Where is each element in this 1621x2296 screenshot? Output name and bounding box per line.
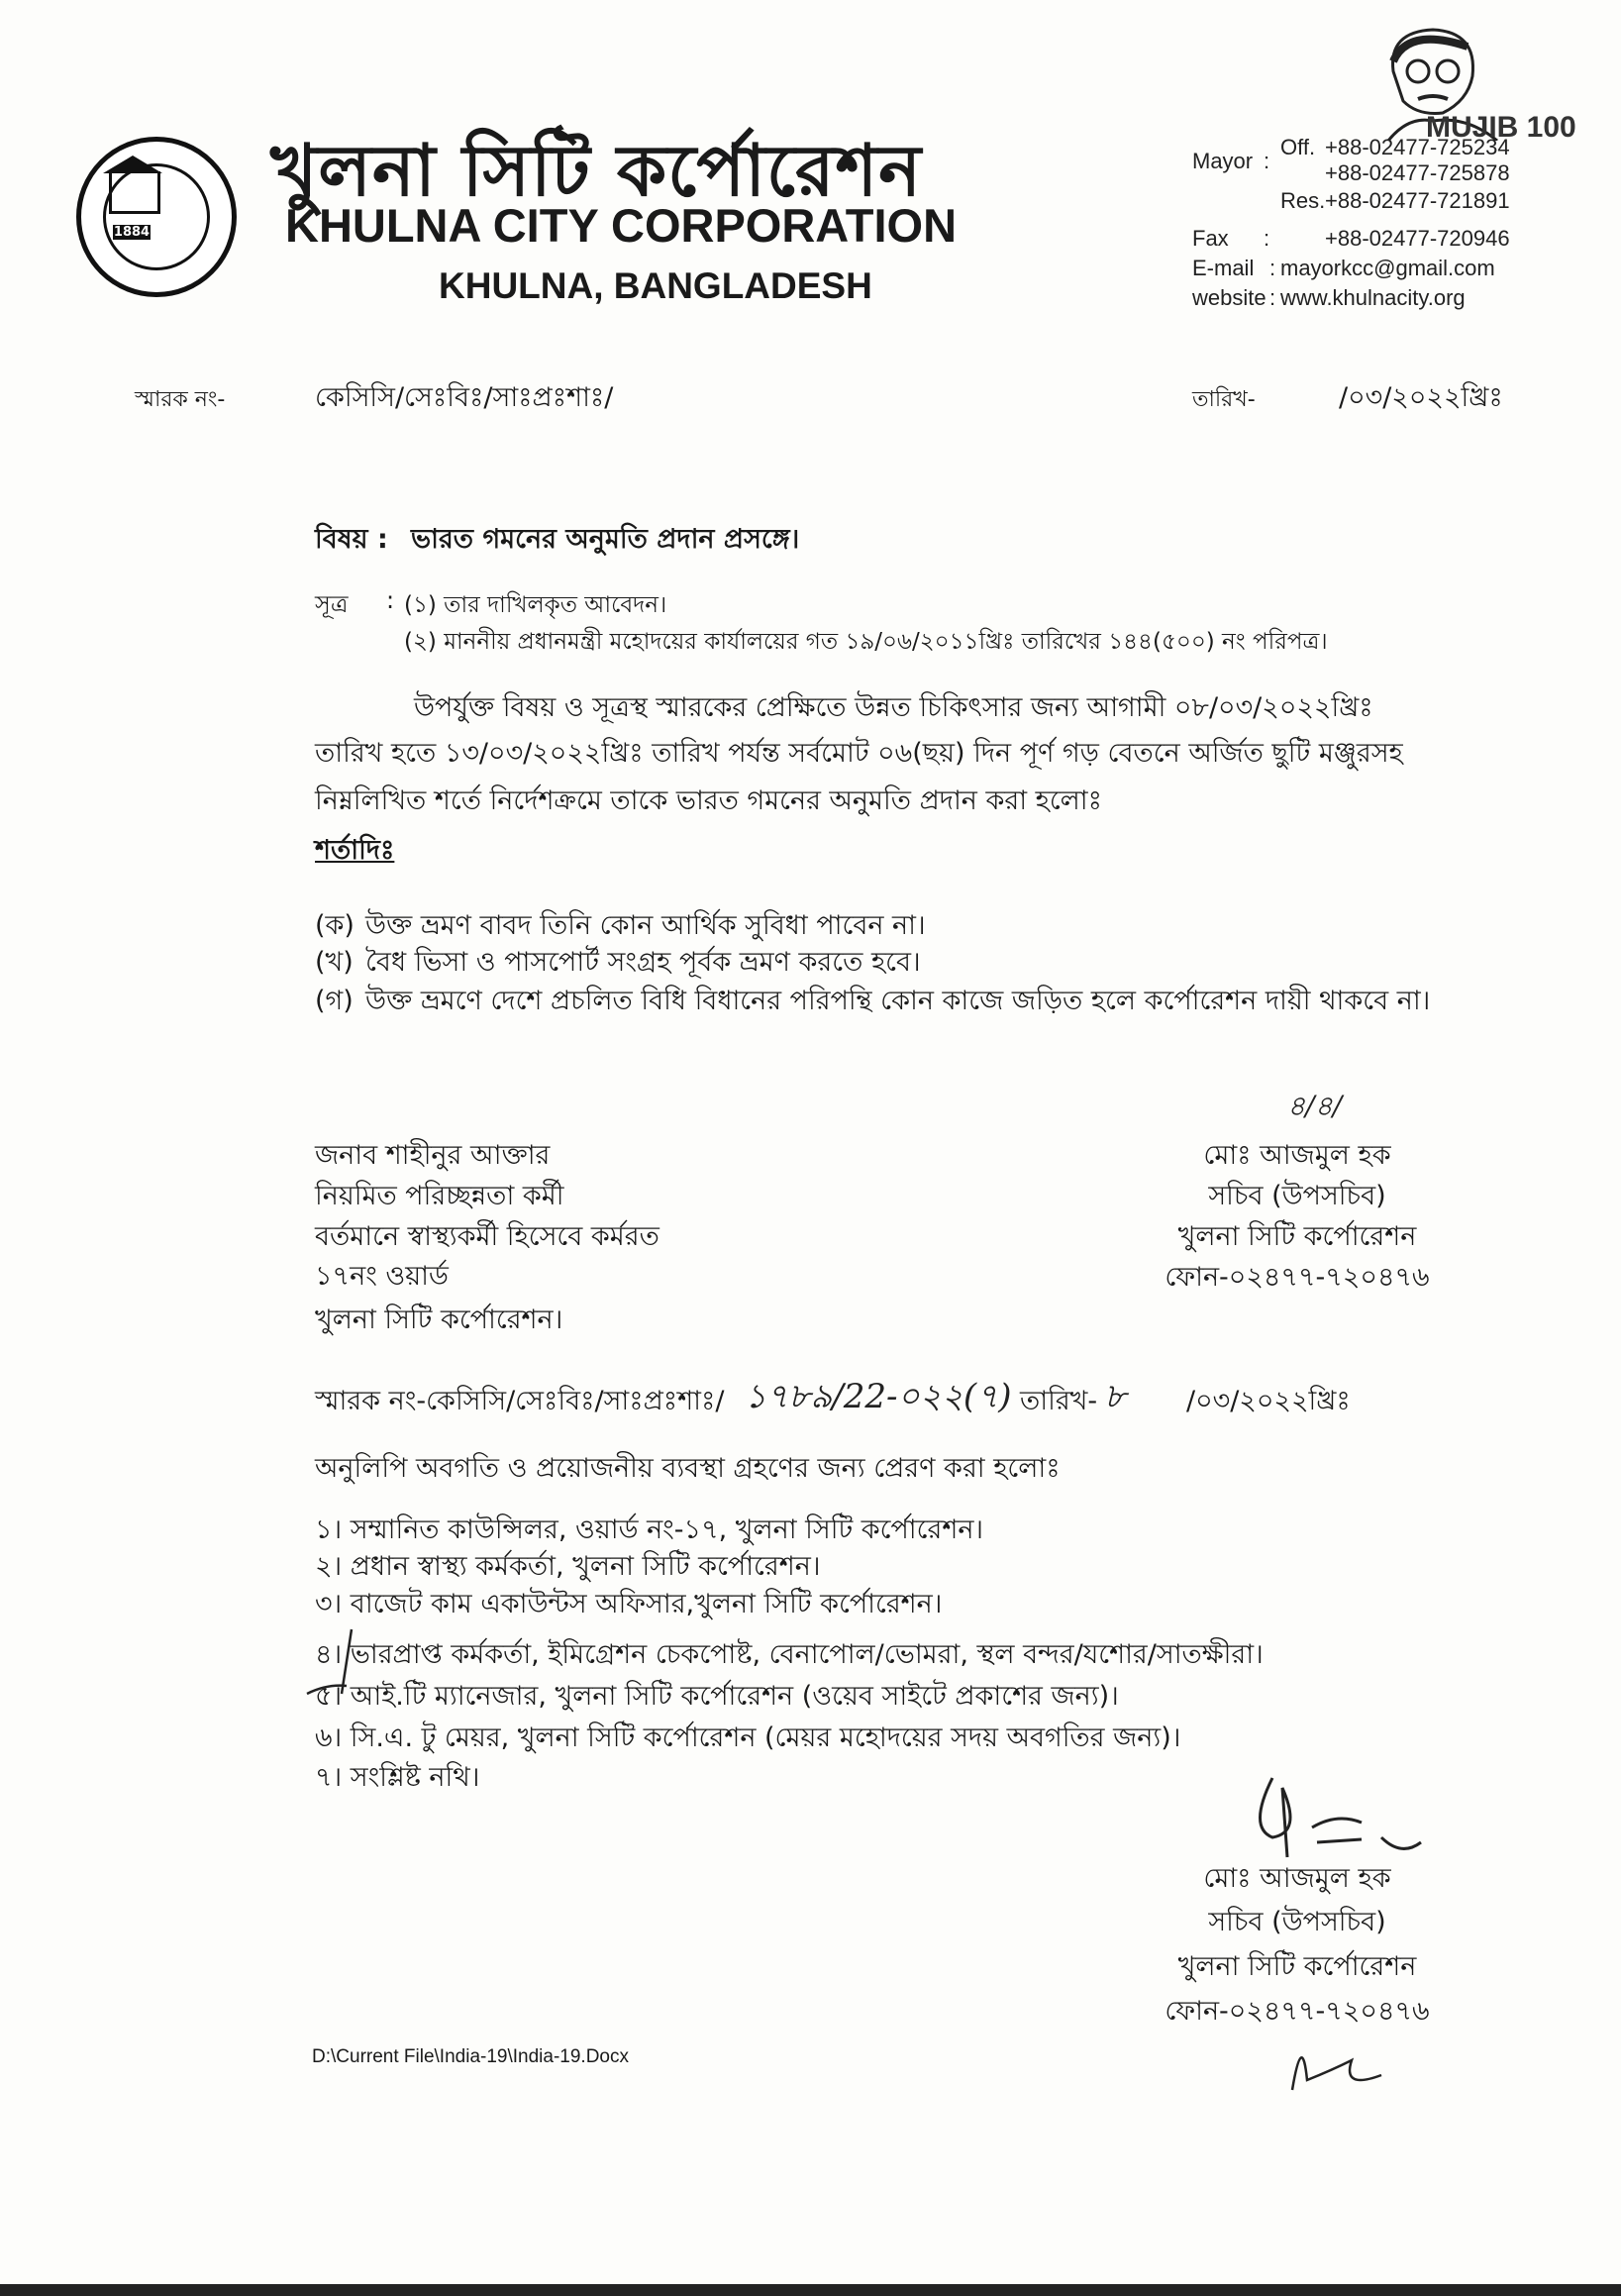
signature-initial: ৪/৪/	[1287, 1090, 1343, 1122]
recipient-line: বর্তমানে স্বাস্থ্যকর্মী হিসেবে কর্মরত	[315, 1221, 659, 1252]
location: KHULNA, BANGLADESH	[439, 265, 872, 306]
fax-label: Fax	[1192, 226, 1229, 251]
signatory2-title: সচিব (উপসচিব)	[1208, 1907, 1386, 1937]
office-phone-2: +88-02477-725878	[1325, 160, 1510, 185]
memo2-prefix: স্মারক নং-কেসিসি/সেঃবিঃ/সাঃপ্রঃশাঃ/	[315, 1386, 725, 1416]
memo-number: কেসিসি/সেঃবিঃ/সাঃপ্রঃশাঃ/	[315, 382, 614, 413]
website-link[interactable]: www.khulnacity.org	[1280, 285, 1466, 310]
title-english: KHULNA CITY CORPORATION	[285, 199, 958, 252]
body-line: তারিখ হতে ১৩/০৩/২০২২খ্রিঃ তারিখ পর্যন্ত সর্বমোট ০৬(ছয়) দিন পূর্ণ গড় বেতনে অর্জিত ছুটি মঞ্জুরসহ	[315, 738, 1403, 769]
signatory-org: খুলনা সিটি কর্পোরেশন	[1177, 1221, 1417, 1252]
condition-text: উক্ত ভ্রমণে দেশে প্রচলিত বিধি বিধানের পরিপন্থি কোন কাজে জড়িত হলে কর্পোরেশন দায়ী থাকবে না।	[365, 986, 1431, 1016]
memo-label: স্মারক নং-	[135, 387, 226, 412]
memo2-date-label: তারিখ-	[1020, 1386, 1098, 1416]
memo2-date-suffix: /০৩/২০২২খ্রিঃ	[1186, 1386, 1351, 1416]
subject-text: ভারত গমনের অনুমতি প্রদান প্রসঙ্গে।	[411, 524, 800, 555]
email-link[interactable]: mayorkcc@gmail.com	[1280, 256, 1495, 280]
kcc-logo	[76, 137, 237, 297]
colon: :	[1269, 285, 1276, 310]
recipient-line: ১৭নং ওয়ার্ড	[315, 1261, 449, 1292]
reference-item: (১) তার দাখিলকৃত আবেদন।	[404, 592, 667, 618]
file-path: D:\Current File\India-19\India-19.Docx	[312, 2046, 629, 2067]
logo-year: 1884	[113, 225, 151, 240]
memo2-handwritten-number: ১৭৮৯/22-০২২(৭)	[745, 1377, 1012, 1416]
copy-item: ৩। বাজেট কাম একাউন্টস অফিসার,খুলনা সিটি কর্পোরেশন।	[315, 1589, 943, 1619]
signatory-phone: ফোন-০২৪৭৭-৭২০৪৭৬	[1165, 1262, 1430, 1293]
email-label: E-mail	[1192, 256, 1255, 280]
signatory-title: সচিব (উপসচিব)	[1208, 1181, 1386, 1211]
signatory2-block	[1139, 1858, 1456, 2035]
body-line: উপর্যুক্ত বিষয় ও সূত্রস্থ স্মারকের প্রেক্ষিতে উন্নত চিকিৎসার জন্য আগামী ০৮/০৩/২০২২খ্রিঃ	[414, 692, 1373, 723]
recipient-line: খুলনা সিটি কর্পোরেশন।	[315, 1305, 563, 1335]
condition-text: উক্ত ভ্রমণ বাবদ তিনি কোন আর্থিক সুবিধা পাবেন না।	[365, 910, 926, 941]
initial-signature	[1272, 2021, 1401, 2100]
copies-intro: অনুলিপি অবগতি ও প্রয়োজনীয় ব্যবস্থা গ্রহণের জন্য প্রেরণ করা হলোঃ	[315, 1453, 1061, 1484]
signatory2-name: মোঃ আজমুল হক	[1203, 1863, 1391, 1894]
colon: :	[1264, 226, 1270, 251]
conditions-heading: শর্তাদিঃ	[315, 835, 395, 866]
reference-label: সূত্র	[315, 590, 349, 618]
scan-edge	[0, 2284, 1621, 2296]
date-label: তারিখ-	[1192, 387, 1256, 412]
copy-item: ৪। ভারপ্রাপ্ত কর্মকর্তা, ইমিগ্রেশন চেকপোষ্ট, বেনাপোল/ভোমরা, স্থল বন্দর/যশোর/সাতক্ষীরা।	[315, 1639, 1264, 1670]
mayor-label: Mayor	[1192, 149, 1254, 173]
condition-key: (গ)	[315, 986, 354, 1016]
reference-item: (২) মাননীয় প্রধানমন্ত্রী মহোদয়ের কার্যালয়ের গত ১৯/০৬/২০১১খ্রিঃ তারিখের ১৪৪(৫০০) নং পরিপত্র।	[404, 629, 1328, 655]
condition-text: বৈধ ভিসা ও পাসপোর্ট সংগ্রহ পূর্বক ভ্রমণ করতে হবে।	[365, 947, 921, 978]
condition-key: (খ)	[315, 947, 354, 978]
fax-number: +88-02477-720946	[1325, 226, 1510, 251]
colon: :	[1264, 149, 1270, 173]
colon: :	[386, 586, 395, 614]
copy-item: ৬। সি.এ. টু মেয়র, খুলনা সিটি কর্পোরেশন (মেয়র মহোদয়ের সদয় অবগতির জন্য)।	[315, 1722, 1181, 1753]
handwritten-tick-mark	[302, 1624, 371, 1704]
handwritten-signature	[1243, 1768, 1431, 1867]
signatory2-org: খুলনা সিটি কর্পোরেশন	[1177, 1951, 1417, 1982]
recipient-line: জনাব শাহীনুর আক্তার	[315, 1140, 551, 1171]
residence-phone: +88-02477-721891	[1325, 188, 1510, 213]
mujib-100-stamp: MUJIB 100	[1426, 111, 1576, 144]
signatory-block	[1139, 1135, 1456, 1302]
residence-label: Res.	[1280, 188, 1326, 213]
condition-key: (ক)	[315, 910, 355, 941]
copy-item: ১। সম্মানিত কাউন্সিলর, ওয়ার্ড নং-১৭, খুলনা সিটি কর্পোরেশন।	[315, 1514, 984, 1545]
memo2-handwritten-day: ৮	[1104, 1377, 1127, 1416]
body-line: নিম্নলিখিত শর্তে নির্দেশক্রমে তাকে ভারত গমনের অনুমতি প্রদান করা হলোঃ	[315, 785, 1103, 816]
title-bengali: খুলনা সিটি কর্পোরেশন	[270, 129, 923, 212]
date-value: /০৩/২০২২খ্রিঃ	[1339, 382, 1503, 413]
copy-item: ৭। সংশ্লিষ্ট নথি।	[315, 1762, 480, 1793]
subject-label: বিষয় :	[315, 524, 388, 555]
copy-item: ৫। আই.টি ম্যানেজার, খুলনা সিটি কর্পোরেশন (ওয়েব সাইটে প্রকাশের জন্য)।	[315, 1681, 1119, 1712]
recipient-line: নিয়মিত পরিচ্ছন্নতা কর্মী	[315, 1181, 564, 1211]
signatory2-phone: ফোন-০২৪৭৭-৭২০৪৭৬	[1165, 1996, 1430, 2027]
website-label: website	[1192, 285, 1266, 310]
office-phone-1: +88-02477-725234	[1325, 135, 1510, 159]
office-label: Off.	[1280, 135, 1316, 159]
copy-item: ২। প্রধান স্বাস্থ্য কর্মকর্তা, খুলনা সিটি কর্পোরেশন।	[315, 1551, 821, 1582]
colon: :	[1269, 256, 1276, 280]
signatory-name: মোঃ আজমুল হক	[1203, 1140, 1391, 1171]
